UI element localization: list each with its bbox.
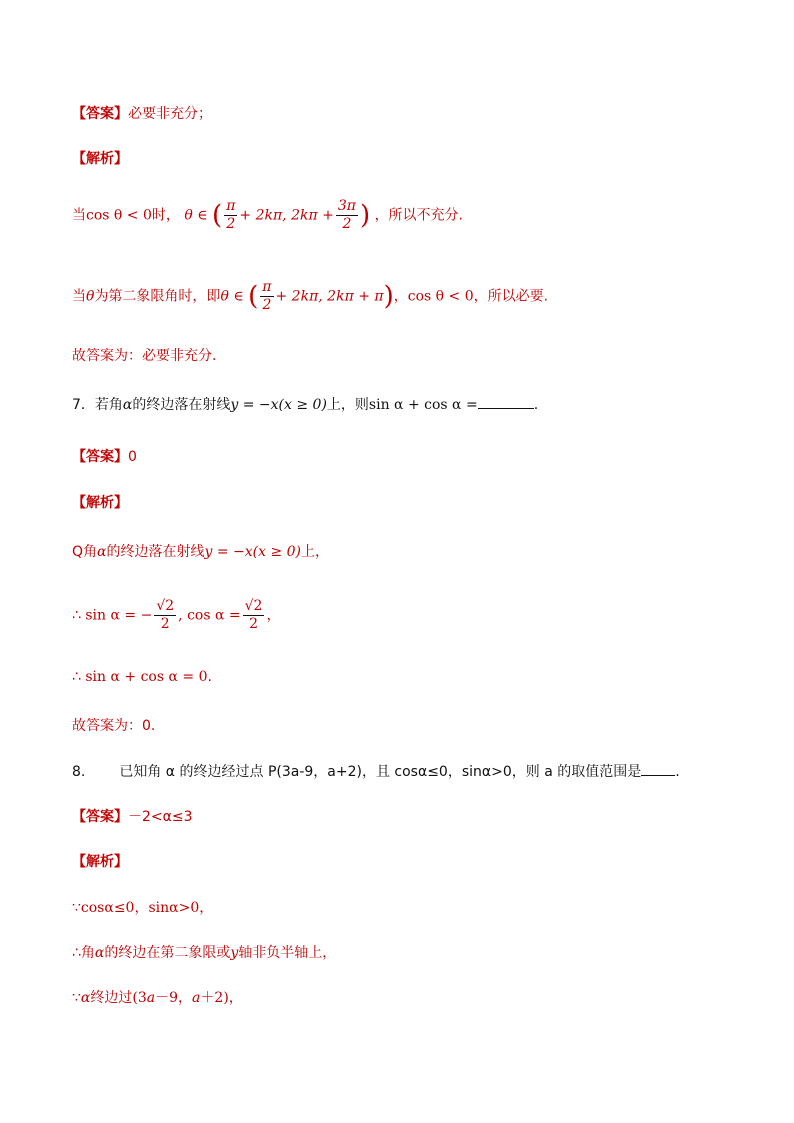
solution-line-7a: Q角α的终边落在射线y = −x(x ≥ 0)上， (72, 544, 330, 560)
analysis-label: 【解析】 (72, 495, 128, 511)
analysis-heading-7 (72, 492, 128, 512)
analysis-heading-8 (72, 851, 128, 871)
solution-line-6b: 当θ为第二象限角时，即θ ∈ ( $\frac{\pi}{2}$ + 2kπ, 2kπ + π)，cos θ < 0，所以必要. (72, 279, 549, 313)
analysis-label: 【解析】 (72, 854, 128, 870)
answer-blank (478, 394, 534, 409)
analysis-heading-6 (72, 148, 128, 168)
solution-line-7b: ∴ sin α = − $\frac{√2}{2}$ , cos α = $\frac{√2}{2}$ ， (72, 598, 281, 632)
fraction: $\frac{\pi}{2}$ (262, 279, 272, 313)
solution-line-8c: ∵α终边过(3a－9，a＋2)， (72, 990, 243, 1006)
answer-text: －2<α≤3 (128, 809, 193, 825)
solution-line-8b: ∴角α的终边在第二象限或y轴非负半轴上， (72, 945, 337, 961)
fraction: $\frac{3\pi}{2}$ (337, 198, 356, 232)
fraction: $\frac{√2}{2}$ (156, 598, 175, 632)
answer-text: 0 (128, 449, 137, 465)
conclusion-7: 故答案为：0. (72, 718, 156, 734)
math-theta: θ ∈ (184, 207, 208, 224)
answer-line-7 (72, 446, 137, 466)
answer-line-8 (72, 806, 193, 826)
solution-line-7c: ∴ sin α + cos α = 0. (72, 669, 212, 685)
question-7: 7．若角α的终边落在射线y = −x(x ≥ 0)上，则sin α + cos α = . (72, 394, 538, 414)
fraction: $\frac{\pi}{2}$ (226, 198, 236, 232)
math-cond: cos θ < 0 (86, 207, 152, 224)
conclusion-6: 故答案为：必要非充分. (72, 348, 217, 364)
solution-line-8a: ∵cosα≤0，sinα>0， (72, 900, 214, 916)
analysis-label: 【解析】 (72, 151, 128, 167)
answer-blank (641, 761, 675, 776)
answer-text: 必要非充分； (128, 106, 212, 122)
fraction: $\frac{√2}{2}$ (244, 598, 263, 632)
answer-label: 【答案】 (72, 106, 128, 122)
answer-label: 【答案】 (72, 449, 128, 465)
answer-line-6 (72, 103, 212, 123)
solution-line-6a: 当cos θ < 0时， θ ∈ ( $\frac{\pi}{2}$ + 2kπ, 2kπ + $\frac{3\pi}{2}$ ) ，所以不充分. (72, 198, 464, 232)
answer-label: 【答案】 (72, 809, 128, 825)
question-8: 8. 已知角 α 的终边经过点 P(3a-9，a+2)，且 cosα≤0，sinα>0，则 a 的取值范围是 . (72, 761, 680, 781)
